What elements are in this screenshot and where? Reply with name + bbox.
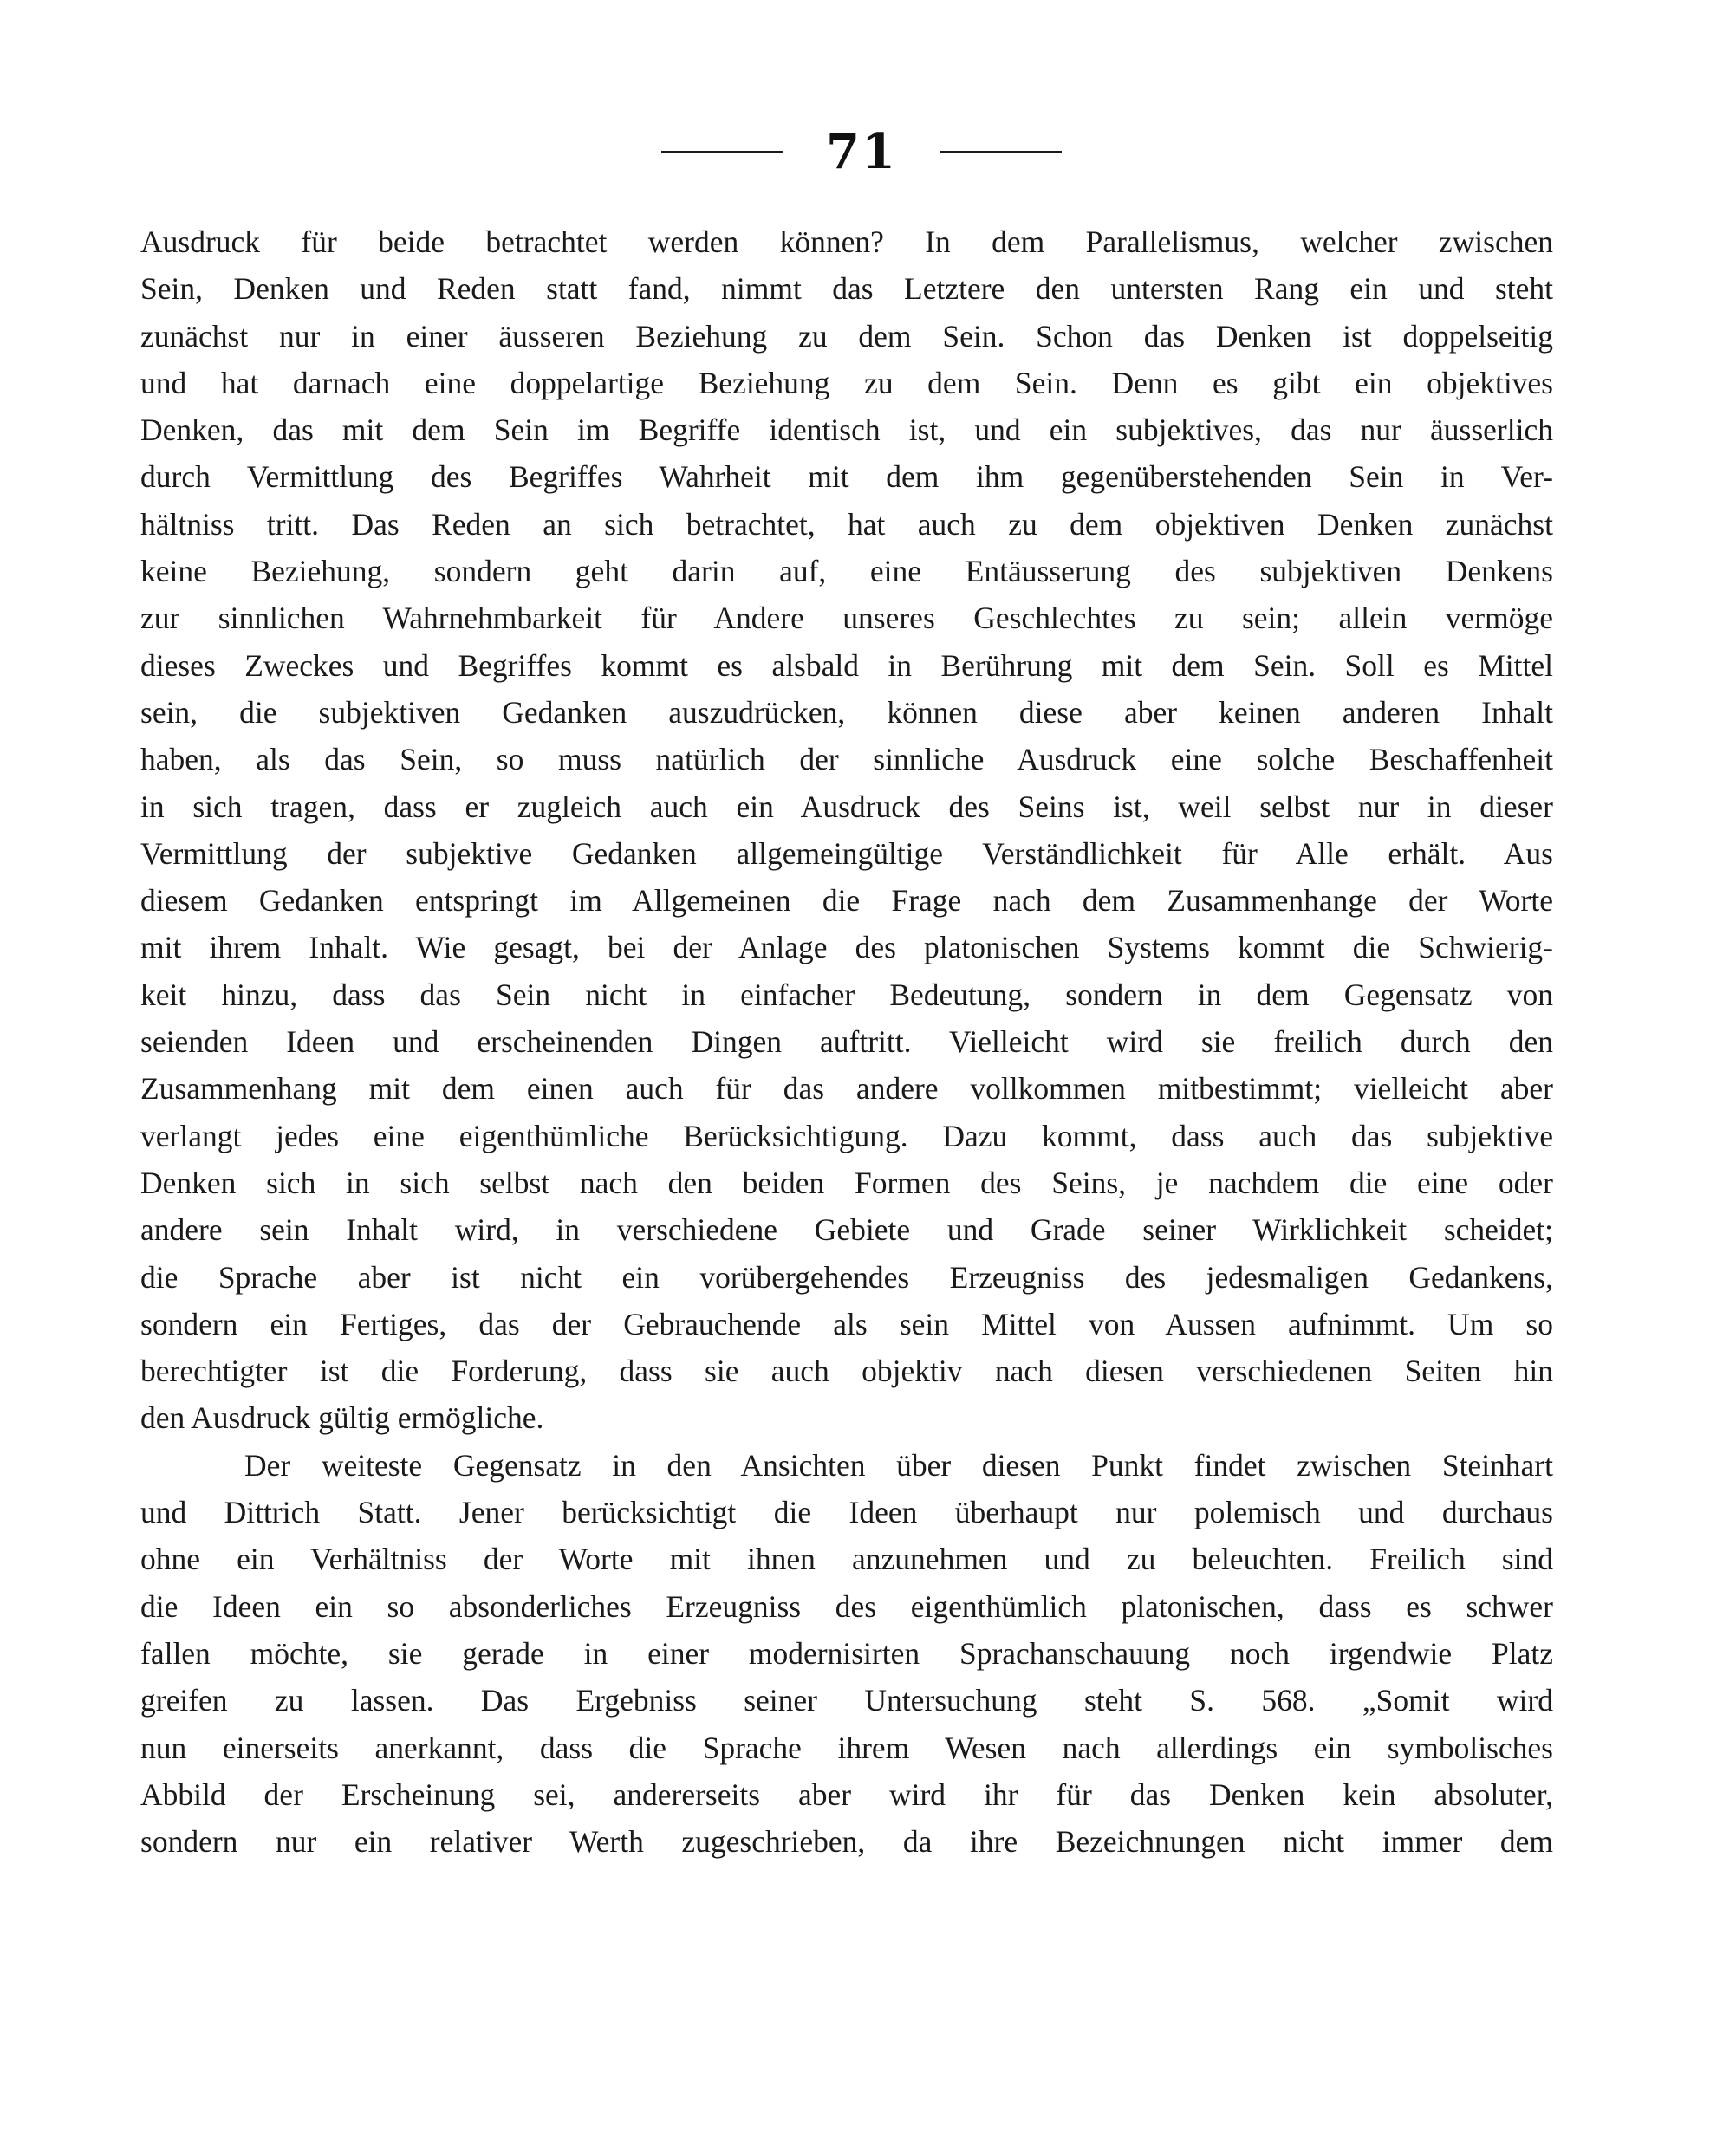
text-line: Der weiteste Gegensatz in den Ansichten über diesen Punkt findet zwischen Steinhart <box>244 1447 1553 1483</box>
text-line: und hat darnach eine doppelartige Beziehung zu dem Sein. Denn es gibt ein objektives <box>140 365 1553 400</box>
text-line: diesem Gedanken entspringt im Allgemeinen die Frage nach dem Zusammenhange der Worte <box>140 883 1553 919</box>
text-line: Zusammenhang mit dem einen auch für das andere vollkommen mitbestimmt; vielleicht aber <box>140 1071 1553 1107</box>
text-line: fallen möchte, sie gerade in einer modernisirten Sprachanschauung noch irgendwie Platz <box>140 1635 1553 1671</box>
text-line: die Ideen ein so absonderliches Erzeugniss des eigenthümlich platonischen, dass es schwer <box>140 1588 1553 1624</box>
body-text <box>140 218 1553 1865</box>
text-line: sondern nur ein relativer Werth zugeschrieben, da ihre Bezeichnungen nicht immer dem <box>140 1824 1553 1860</box>
text-line: ohne ein Verhältniss der Worte mit ihnen anzunehmen und zu beleuchten. Freilich sind <box>140 1542 1553 1577</box>
text-line: Sein, Denken und Reden statt fand, nimmt das Letztere den untersten Rang ein und steht <box>140 271 1553 307</box>
text-line: durch Vermittlung des Begriffes Wahrheit mit dem ihm gegenüberstehenden Sein in Ver- <box>140 459 1553 495</box>
text-line: seienden Ideen und erscheinenden Dingen auftritt. Vielleicht wird sie freilich durch den <box>140 1024 1553 1060</box>
text-line: in sich tragen, dass er zugleich auch ein Ausdruck des Seins ist, weil selbst nur in dieser <box>140 789 1553 824</box>
text-line: Denken sich in sich selbst nach den beiden Formen des Seins, je nachdem die eine oder <box>140 1165 1553 1200</box>
text-line: sein, die subjektiven Gedanken auszudrücken, können diese aber keinen anderen Inhalt <box>140 694 1553 730</box>
text-line: haben, als das Sein, so muss natürlich der sinnliche Ausdruck eine solche Beschaffenheit <box>140 742 1553 777</box>
header-rule-left <box>661 151 783 153</box>
text-line: sondern ein Fertiges, das der Gebrauchende als sein Mittel von Aussen aufnimmt. Um so <box>140 1306 1553 1341</box>
text-line: keit hinzu, dass das Sein nicht in einfacher Bedeutung, sondern in dem Gegensatz von <box>140 977 1553 1012</box>
text-line: keine Beziehung, sondern geht darin auf, eine Entäusserung des subjektiven Denkens <box>140 554 1553 589</box>
text-line: Abbild der Erscheinung sei, andererseits aber wird ihr für das Denken kein absoluter, <box>140 1776 1553 1812</box>
text-line: dieses Zweckes und Begriffes kommt es alsbald in Berührung mit dem Sein. Soll es Mittel <box>140 647 1553 683</box>
text-line: Denken, das mit dem Sein im Begriffe identisch ist, und ein subjektives, das nur äusserlich <box>140 412 1553 448</box>
text-line: Ausdruck für beide betrachtet werden können? In dem Parallelismus, welcher zwischen <box>140 224 1553 259</box>
text-line: Vermittlung der subjektive Gedanken allgemeingültige Verständlichkeit für Alle erhält. Aus <box>140 835 1553 871</box>
text-line: die Sprache aber ist nicht ein vorübergehendes Erzeugniss des jedesmaligen Gedankens, <box>140 1259 1553 1295</box>
text-line: und Dittrich Statt. Jener berücksichtigt die Ideen überhaupt nur polemisch und durchaus <box>140 1495 1553 1530</box>
text-line: zunächst nur in einer äusseren Beziehung zu dem Sein. Schon das Denken ist doppelseitig <box>140 318 1553 354</box>
text-line: zur sinnlichen Wahrnehmbarkeit für Andere unseres Geschlechtes zu sein; allein vermöge <box>140 601 1553 636</box>
text-line: den Ausdruck gültig ermögliche. <box>140 1400 544 1436</box>
page-number: 71 <box>826 123 897 180</box>
text-line: nun einerseits anerkannt, dass die Sprache ihrem Wesen nach allerdings ein symbolisches <box>140 1730 1553 1765</box>
text-line: mit ihrem Inhalt. Wie gesagt, bei der Anlage des platonischen Systems kommt die Schwierig- <box>140 930 1553 965</box>
header-rule-right <box>940 151 1062 153</box>
text-line: verlangt jedes eine eigenthümliche Berücksichtigung. Dazu kommt, dass auch das subjektive <box>140 1118 1553 1153</box>
page-header <box>0 121 1723 182</box>
text-line: hältniss tritt. Das Reden an sich betrachtet, hat auch zu dem objektiven Denken zunächst <box>140 506 1553 542</box>
text-line: andere sein Inhalt wird, in verschiedene Gebiete und Grade seiner Wirklichkeit scheidet; <box>140 1212 1553 1248</box>
text-line: berechtigter ist die Forderung, dass sie auch objektiv nach diesen verschiedenen Seiten hin <box>140 1354 1553 1389</box>
text-line: greifen zu lassen. Das Ergebniss seiner Untersuchung steht S. 568. „Somit wird <box>140 1683 1553 1718</box>
